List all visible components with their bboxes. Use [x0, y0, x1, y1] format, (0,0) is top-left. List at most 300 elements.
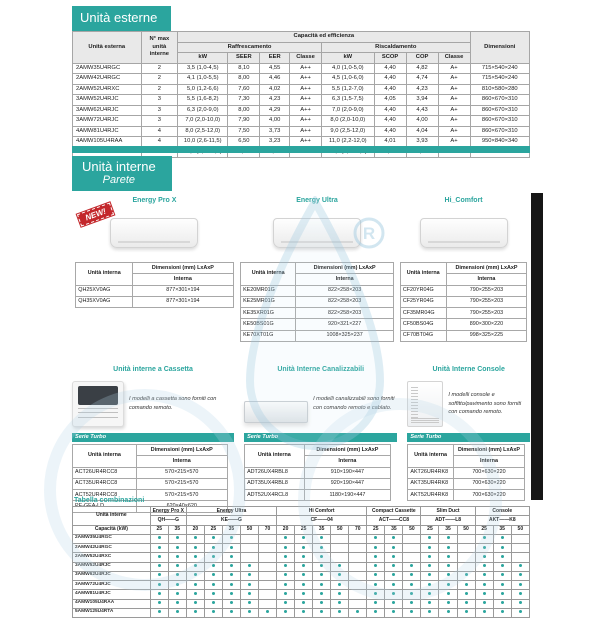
combo-cell: [259, 544, 277, 553]
combo-row: [73, 581, 530, 590]
combo-row: [73, 544, 530, 553]
combo-cell: [385, 534, 403, 543]
combo-cell: [295, 544, 313, 553]
outdoor-value: 4,46: [260, 74, 290, 85]
combo-capacity-value: 25: [367, 525, 385, 534]
combo-cell: [150, 544, 168, 553]
outdoor-value: 4,04: [406, 126, 438, 137]
combo-cell: [240, 553, 258, 562]
compatibility-dot: [501, 555, 504, 558]
compatibility-dot: [194, 555, 197, 558]
outdoor-value: A++: [290, 63, 322, 74]
compatibility-dot: [176, 536, 179, 539]
combo-cell: [349, 599, 367, 608]
combo-capacity-value: 20: [186, 525, 204, 534]
special-series-column: [244, 366, 397, 513]
dim-table-row: [76, 285, 233, 296]
col-max-indoor: N° max unità interne: [141, 32, 178, 64]
serie-turbo-badge: Serie Turbo: [244, 433, 397, 442]
outdoor-value: 4,5 (1,0-6,0): [322, 74, 375, 85]
combo-cell: [259, 553, 277, 562]
combo-capacity-label: Capacità (kW): [73, 525, 151, 534]
combo-cell: [204, 599, 222, 608]
dim-table-row: [400, 330, 527, 341]
compatibility-dot: [158, 536, 161, 539]
unit-col-header: Unità interna: [245, 445, 305, 468]
combinations-title: Tabella combinazioni: [74, 497, 145, 504]
outdoor-value: 3,73: [260, 126, 290, 137]
compatibility-dot: [212, 564, 215, 567]
combo-cell: [439, 544, 457, 553]
combo-cell: [313, 608, 331, 617]
combo-capacity-value: 35: [385, 525, 403, 534]
combo-cell: [259, 562, 277, 571]
combo-cell: [313, 534, 331, 543]
combo-capacity-value: 50: [403, 525, 421, 534]
col-eer: EER: [260, 53, 290, 64]
outdoor-value: 4,40: [374, 63, 406, 74]
indoor-units-subtitle: Parete: [102, 174, 136, 186]
combo-cell: [259, 608, 277, 617]
compatibility-dot: [230, 536, 233, 539]
compatibility-dot: [483, 536, 486, 539]
outdoor-value: 5,0 (1,2-6,6): [178, 84, 228, 95]
compatibility-dot: [374, 592, 377, 595]
combo-cell: [511, 544, 529, 553]
combo-cell: [186, 590, 204, 599]
combo-cell: [457, 599, 475, 608]
combo-cell: [331, 581, 349, 590]
combo-group-code: ADT——L8: [421, 516, 475, 525]
combo-capacity-value: 25: [421, 525, 439, 534]
combo-cell: [295, 553, 313, 562]
combo-cell: [349, 534, 367, 543]
outdoor-value: 3: [141, 116, 178, 127]
dims-col-header: Dimensioni (mm) LxAxP: [136, 445, 227, 456]
compatibility-dot: [519, 610, 522, 613]
compatibility-dot: [483, 564, 486, 567]
combo-cell: [385, 553, 403, 562]
indoor-dimensions: 910×190×447: [304, 467, 391, 478]
combo-cell: [493, 562, 511, 571]
outdoor-table-row: [73, 84, 530, 95]
compatibility-dot: [374, 573, 377, 576]
outdoor-value: 950×840×340: [470, 137, 529, 148]
combo-cell: [186, 553, 204, 562]
compatibility-dot: [158, 592, 161, 595]
dims-col-header: Dimensioni (mm) LxAxP: [296, 263, 394, 274]
combo-cell: [313, 590, 331, 599]
combo-cell: [240, 544, 258, 553]
compatibility-dot: [519, 573, 522, 576]
combo-cell: [295, 571, 313, 580]
combo-cell: [457, 553, 475, 562]
combo-cell: [457, 562, 475, 571]
dim-table-row: [408, 467, 525, 478]
indoor-dimensions: 700×630×220: [453, 490, 524, 501]
compatibility-dot: [447, 583, 450, 586]
combo-cell: [403, 562, 421, 571]
dims-sub-header: Interna: [296, 274, 394, 285]
dimensions-table: [407, 444, 525, 501]
combo-row: [73, 590, 530, 599]
combo-cell: [295, 608, 313, 617]
combo-cell: [511, 590, 529, 599]
serie-turbo-badge: Serie Turbo: [407, 433, 530, 442]
indoor-model: CF50BS04G: [400, 319, 446, 330]
combo-cell: [367, 562, 385, 571]
col-seer: SEER: [228, 53, 260, 64]
combo-cell: [259, 590, 277, 599]
combo-row: [73, 562, 530, 571]
combo-cell: [475, 544, 493, 553]
compatibility-dot: [483, 555, 486, 558]
dims-col-header: Dimensioni (mm) LxAxP: [133, 263, 233, 274]
compatibility-dot: [428, 610, 431, 613]
combo-cell: [331, 553, 349, 562]
combo-cell: [186, 571, 204, 580]
compatibility-dot: [212, 573, 215, 576]
combo-cell: [367, 553, 385, 562]
combo-group-code: AKT——K8: [475, 516, 529, 525]
indoor-model: QH35XV0AG: [76, 296, 133, 307]
outdoor-value: A+: [438, 74, 470, 85]
compatibility-dot: [338, 583, 341, 586]
col-kw-cool: kW: [178, 53, 228, 64]
combo-cell: [222, 553, 240, 562]
wall-series-column: [397, 197, 530, 342]
compatibility-dot: [428, 564, 431, 567]
dim-table-row: [400, 285, 527, 296]
dims-col-header: Dimensioni (mm) LxAxP: [304, 445, 391, 456]
outdoor-value: 7,0 (2,0-9,0): [322, 105, 375, 116]
combo-capacity-value: 25: [204, 525, 222, 534]
combo-outdoor-model: 5AMW125U4RTA: [73, 608, 151, 617]
unit-col-header: Unità interna: [408, 445, 453, 468]
indoor-model: KE35XR01G: [241, 308, 296, 319]
compatibility-dot: [374, 583, 377, 586]
compatibility-dot: [194, 610, 197, 613]
outdoor-units-header: Unità esterne: [72, 6, 171, 31]
compatibility-dot: [392, 555, 395, 558]
combo-cell: [367, 590, 385, 599]
series-note: I modelli a cassetta sono forniti con comando remoto.: [129, 396, 217, 411]
wall-units-section: [72, 197, 530, 342]
outdoor-value: 11,0 (2,2-12,0): [322, 137, 375, 148]
combo-cell: [511, 534, 529, 543]
dims-sub-header: Interna: [133, 274, 233, 285]
outdoor-value: 7,90: [228, 116, 260, 127]
compatibility-dot: [465, 573, 468, 576]
combo-cell: [295, 562, 313, 571]
indoor-model: CF70BT04G: [400, 330, 446, 341]
compatibility-dot: [501, 573, 504, 576]
outdoor-value: A++: [290, 105, 322, 116]
combo-cell: [385, 599, 403, 608]
outdoor-value: 5,5 (1,6-8,2): [178, 95, 228, 106]
combo-cell: [168, 553, 186, 562]
compatibility-dot: [320, 536, 323, 539]
combo-cell: [385, 562, 403, 571]
combo-row: [73, 571, 530, 580]
outdoor-value: 3,23: [260, 137, 290, 148]
compatibility-dot: [410, 610, 413, 613]
indoor-dimensions: 822×258×203: [296, 285, 394, 296]
combo-cell: [421, 562, 439, 571]
outdoor-value: 3: [141, 95, 178, 106]
outdoor-value: 4,40: [374, 116, 406, 127]
svg-text:R: R: [362, 224, 376, 243]
compatibility-dot: [284, 583, 287, 586]
series-note: I modelli console e soffitto/pavimento sono forniti con comando remoto.: [448, 392, 522, 416]
outdoor-value: 860×670×310: [470, 95, 529, 106]
indoor-units-header: [72, 156, 172, 191]
combo-cell: [439, 571, 457, 580]
outdoor-value: 4,82: [406, 63, 438, 74]
compatibility-dot: [483, 546, 486, 549]
indoor-dimensions: 570×215×570: [136, 478, 227, 489]
combo-cell: [439, 553, 457, 562]
combo-cell: [204, 544, 222, 553]
compatibility-dot: [483, 601, 486, 604]
compatibility-dot: [501, 601, 504, 604]
combo-cell: [385, 544, 403, 553]
combo-group-row: [73, 507, 530, 516]
dims-sub-header: Interna: [136, 456, 227, 467]
combo-outdoor-model: 3AMW62U4RJC: [73, 571, 151, 580]
compatibility-dot: [501, 610, 504, 613]
indoor-dimensions: 790×255×203: [446, 285, 527, 296]
compatibility-dot: [392, 610, 395, 613]
dim-table-row: [245, 478, 391, 489]
combo-cell: [168, 590, 186, 599]
compatibility-dot: [212, 546, 215, 549]
compatibility-dot: [230, 592, 233, 595]
outdoor-value: 2: [141, 84, 178, 95]
compatibility-dot: [447, 536, 450, 539]
compatibility-dot: [519, 592, 522, 595]
combo-group-code: CF——04: [277, 516, 367, 525]
combo-cell: [313, 562, 331, 571]
dimensions-table: [244, 444, 391, 501]
compatibility-dot: [374, 536, 377, 539]
compatibility-dot: [248, 573, 251, 576]
indoor-dimensions: 700×630×220: [453, 478, 524, 489]
combo-cell: [204, 571, 222, 580]
combo-cell: [295, 590, 313, 599]
new-badge: NEW!: [77, 202, 115, 226]
indoor-dimensions: 1180×190×447: [304, 490, 391, 501]
special-series-intro: [244, 376, 397, 432]
indoor-model: CF25YR04G: [400, 296, 446, 307]
compatibility-dot: [483, 592, 486, 595]
compatibility-dot: [284, 546, 287, 549]
compatibility-dot: [447, 592, 450, 595]
combo-cell: [259, 599, 277, 608]
combo-cell: [150, 590, 168, 599]
compatibility-dot: [284, 573, 287, 576]
combo-cell: [475, 553, 493, 562]
compatibility-dot: [483, 573, 486, 576]
outdoor-value: 4,02: [260, 84, 290, 95]
compatibility-dot: [284, 601, 287, 604]
compatibility-dot: [447, 546, 450, 549]
dim-table-header-row: [408, 445, 525, 456]
indoor-model: ACT35UR4RCC8: [73, 478, 137, 489]
combo-cell: [457, 544, 475, 553]
combo-group-name: Slim Duct: [421, 507, 475, 516]
compatibility-dot: [374, 564, 377, 567]
compatibility-dot: [519, 601, 522, 604]
indoor-dimensions: 998×325×225: [446, 330, 527, 341]
compatibility-dot: [158, 564, 161, 567]
combo-cell: [186, 544, 204, 553]
indoor-dimensions: 1008×325×237: [296, 330, 394, 341]
unit-col-header: Unità interna: [241, 263, 296, 286]
outdoor-model: 2AMW42U4RGC: [73, 74, 142, 85]
combo-cell: [150, 581, 168, 590]
compatibility-dot: [465, 610, 468, 613]
combo-cell: [150, 608, 168, 617]
combo-cell: [421, 608, 439, 617]
compatibility-dot: [230, 546, 233, 549]
combo-cell: [331, 534, 349, 543]
combo-cell: [349, 562, 367, 571]
outdoor-value: 9,0 (2,5-12,0): [322, 126, 375, 137]
series-note: I modelli canalizzabili sono forniti con comando remoto e cablato.: [313, 396, 395, 411]
combo-capacity-value: 50: [511, 525, 529, 534]
combo-cell: [421, 590, 439, 599]
outdoor-value: 4,05: [374, 95, 406, 106]
combo-cell: [403, 544, 421, 553]
outdoor-value: A++: [290, 137, 322, 148]
compatibility-dot: [266, 610, 269, 613]
dim-table-row: [241, 285, 394, 296]
outdoor-value: A+: [438, 95, 470, 106]
outdoor-model: 2AMW52U4RXC: [73, 84, 142, 95]
combo-cell: [457, 590, 475, 599]
combo-cell: [295, 534, 313, 543]
outdoor-table-row: [73, 126, 530, 137]
compatibility-dot: [212, 610, 215, 613]
outdoor-value: 715×540×240: [470, 63, 529, 74]
combo-cell: [150, 553, 168, 562]
compatibility-dot: [410, 564, 413, 567]
compatibility-dot: [176, 546, 179, 549]
combo-cell: [385, 571, 403, 580]
compatibility-dot: [158, 555, 161, 558]
compatibility-dot: [338, 564, 341, 567]
combo-capacity-value: 20: [277, 525, 295, 534]
combo-outdoor-model: 3AMW52U4RJC: [73, 562, 151, 571]
combo-cell: [367, 544, 385, 553]
combinations-table: [72, 506, 530, 618]
combo-cell: [403, 571, 421, 580]
compatibility-dot: [230, 573, 233, 576]
dims-col-header: Dimensioni (mm) LxAxP: [453, 445, 524, 456]
combo-cell: [511, 553, 529, 562]
outdoor-value: A+: [438, 84, 470, 95]
outdoor-value: 4: [141, 126, 178, 137]
compatibility-dot: [465, 583, 468, 586]
console-unit-illustration: [407, 381, 443, 427]
combo-cell: [493, 544, 511, 553]
compatibility-dot: [284, 564, 287, 567]
compatibility-dot: [176, 610, 179, 613]
compatibility-dot: [176, 583, 179, 586]
outdoor-model: 4AMW81U4RJC: [73, 126, 142, 137]
combo-capacity-value: 25: [295, 525, 313, 534]
indoor-dimensions: 822×258×203: [296, 308, 394, 319]
combo-cell: [168, 562, 186, 571]
combo-capacity-row: [73, 525, 530, 534]
compatibility-dot: [320, 583, 323, 586]
series-name: Energy Ultra: [296, 197, 338, 204]
compatibility-dot: [284, 536, 287, 539]
combo-group-name: Console: [475, 507, 529, 516]
combo-cell: [439, 608, 457, 617]
col-heating: Riscaldamento: [322, 42, 471, 53]
combo-cell: [475, 590, 493, 599]
combo-cell: [222, 581, 240, 590]
compatibility-dot: [176, 555, 179, 558]
outdoor-value: 6,3 (1,5-7,5): [322, 95, 375, 106]
compatibility-dot: [501, 583, 504, 586]
compatibility-dot: [483, 583, 486, 586]
combo-cell: [168, 599, 186, 608]
combo-cell: [204, 562, 222, 571]
compatibility-dot: [284, 610, 287, 613]
compatibility-dot: [465, 601, 468, 604]
outdoor-value: 4: [141, 137, 178, 148]
outdoor-model: 3AMW52U4RJC: [73, 95, 142, 106]
special-units-section: [72, 366, 530, 513]
combo-group-name: Compact Cassette: [367, 507, 421, 516]
compatibility-dot: [302, 573, 305, 576]
outdoor-value: 4,23: [406, 84, 438, 95]
combo-cell: [259, 534, 277, 543]
outdoor-value: 715×540×240: [470, 74, 529, 85]
dimensions-table: [240, 262, 394, 342]
combo-capacity-value: 50: [240, 525, 258, 534]
combo-cell: [313, 581, 331, 590]
outdoor-value: A++: [290, 126, 322, 137]
combo-cell: [421, 571, 439, 580]
compatibility-dot: [374, 546, 377, 549]
compatibility-dot: [392, 564, 395, 567]
special-series-intro: [407, 376, 530, 432]
compatibility-dot: [338, 610, 341, 613]
combo-cell: [277, 608, 295, 617]
combo-cell: [331, 544, 349, 553]
combo-cell: [511, 599, 529, 608]
combo-cell: [222, 562, 240, 571]
combo-cell: [222, 590, 240, 599]
combo-cell: [421, 553, 439, 562]
compatibility-dot: [410, 601, 413, 604]
combo-cell: [186, 581, 204, 590]
compatibility-dot: [158, 573, 161, 576]
compatibility-dot: [483, 610, 486, 613]
compatibility-dot: [302, 564, 305, 567]
compatibility-dot: [212, 583, 215, 586]
wall-unit-illustration: [110, 218, 198, 248]
compatibility-dot: [447, 555, 450, 558]
col-dimensions: Dimensioni: [470, 32, 529, 64]
combo-cell: [403, 608, 421, 617]
indoor-model: KE20MR01G: [241, 285, 296, 296]
combo-cell: [349, 581, 367, 590]
